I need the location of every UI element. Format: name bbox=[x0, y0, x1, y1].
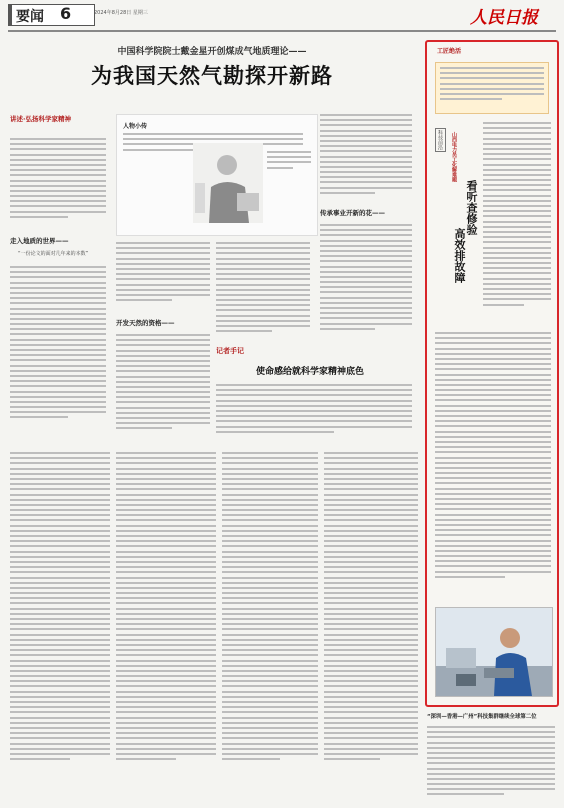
article-kicker: 中国科学院院士戴金星开创煤成气地质理论—— bbox=[117, 47, 307, 57]
section-box bbox=[8, 4, 95, 26]
subhead-tiandi: 开发天然的资格—— bbox=[116, 319, 175, 327]
body-text-column bbox=[216, 384, 412, 438]
body-text-column bbox=[320, 224, 412, 344]
photo-caption bbox=[267, 151, 311, 211]
column-label: 工匠绝活 bbox=[437, 48, 462, 55]
column-body-text bbox=[435, 332, 551, 600]
page-number: 6 bbox=[60, 4, 72, 23]
vertical-title-line2: 高效排故障 bbox=[453, 228, 466, 283]
reporter-notes-label: 记者手记 bbox=[216, 347, 244, 355]
body-text-column bbox=[320, 114, 412, 202]
vertical-headline bbox=[435, 128, 478, 318]
date-line: 2024年8月28日 星期三 bbox=[94, 10, 148, 16]
subhead-zoujin: 走入地质的世界—— bbox=[10, 237, 69, 245]
lower-article-column bbox=[116, 452, 216, 802]
body-text-column bbox=[116, 242, 210, 310]
lead-article bbox=[10, 38, 414, 438]
reporter-notes bbox=[216, 346, 416, 380]
section-name: 要闻 bbox=[16, 9, 44, 25]
subhead-jiangshu: 讲述·弘扬科学家精神 bbox=[10, 115, 71, 123]
column-body-text bbox=[483, 122, 551, 322]
column-tag: 科技前沿 bbox=[435, 128, 446, 152]
body-text-column bbox=[216, 242, 310, 342]
profile-box bbox=[116, 114, 318, 236]
column-intro-text bbox=[440, 67, 544, 109]
masthead bbox=[8, 4, 556, 28]
lower-article-column bbox=[10, 452, 110, 802]
body-text-column bbox=[116, 334, 210, 438]
vertical-title-line1: 看听查修验 bbox=[465, 180, 478, 235]
reporter-notes-title: 使命感给就科学家精神底色 bbox=[256, 367, 365, 377]
lower-article-column bbox=[324, 452, 418, 802]
pull-quote: “一份论文的面对几年来的本数” bbox=[18, 251, 89, 257]
masthead-rule bbox=[8, 30, 556, 32]
bottom-article-text bbox=[427, 726, 555, 802]
subhead-chuanye: 传承事业开新的花—— bbox=[320, 209, 385, 217]
scientist-photo bbox=[193, 143, 263, 223]
vertical-subtitle: 山西电力员工化解难题 bbox=[451, 132, 457, 182]
column-intro bbox=[435, 62, 549, 114]
body-text-column bbox=[10, 138, 106, 228]
featured-column-box bbox=[425, 40, 559, 707]
newspaper-logo: 人民日报 bbox=[470, 8, 538, 28]
profile-title: 人物小传 bbox=[123, 123, 148, 130]
lower-article-column bbox=[222, 452, 318, 802]
body-text-column bbox=[10, 266, 106, 438]
article-headline: 为我国天然气勘探开新路 bbox=[91, 64, 333, 88]
worker-photo bbox=[435, 607, 553, 697]
bottom-article-title: “深圳—香港—广州”科技集群继续全球第二位 bbox=[427, 714, 537, 720]
